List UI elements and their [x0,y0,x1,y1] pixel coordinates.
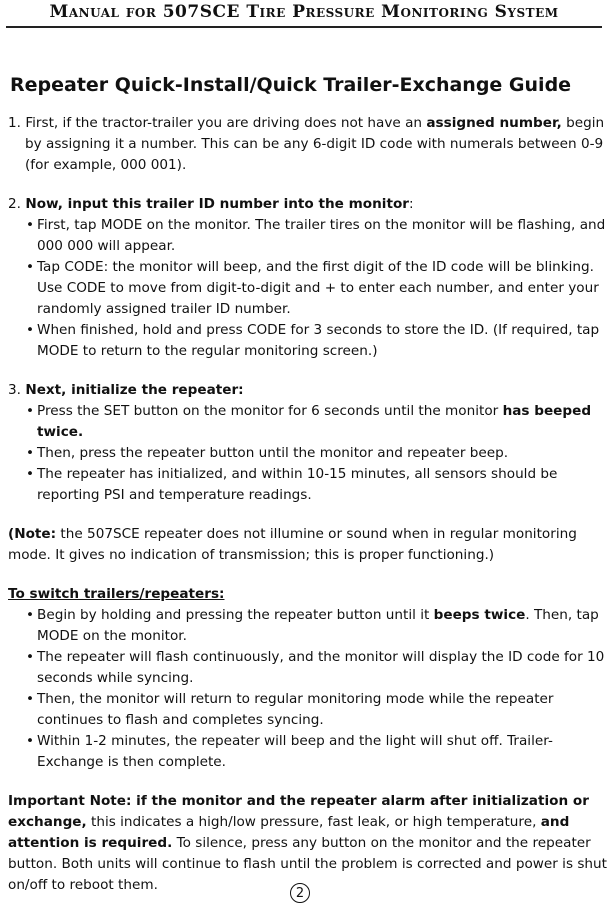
step-2-bullet-text: First, tap MODE on the monitor. The trailer tires on the monitor will be flashing, and 000 000 will appear. [37,217,606,254]
step-3 [8,380,608,401]
step-2-bullet [8,257,608,320]
switch-bullet [8,647,608,689]
bullet-dot: • [26,691,35,707]
bullet-dot: • [26,466,35,482]
document-body [8,113,608,896]
bullet-dot: • [26,733,35,749]
switch-bullet-bold: beeps twice [433,607,526,623]
switch-bullet-text-2: . Then, tap MODE on the monitor. [37,607,599,644]
step-3-heading: Next, initialize the repeater: [25,382,244,398]
step-3-number: 3. [8,382,21,398]
switch-bullet [8,605,608,647]
step-1-text: First, if the tractor-trailer you are driving does not have an [25,115,427,131]
step-2-colon: : [409,196,414,212]
step-3-bullet [8,443,608,464]
step-2-bullet-text: When finished, hold and press CODE for 3 seconds to store the ID. (If required, tap MODE to return to the regular monitoring screen.) [37,322,600,359]
note-text: the 507SCE repeater does not illumine or sound when in regular monitoring mode. It gives no indication of transmission; this is proper functioning.) [8,526,577,563]
manual-header: Manual for 507SCE Tire Pressure Monitoring System [49,2,559,22]
bullet-dot: • [26,445,35,461]
note-label: Note: [14,526,57,542]
step-2 [8,194,608,215]
important-text-2: To silence, press any button on the monitor and the repeater button. Both units will continue to flash until the problem is corrected and power is shut on/off to reboot them. [8,835,607,893]
page-title: Repeater Quick-Install/Quick Trailer-Exchange Guide [10,74,572,96]
switch-bullet-text: Within 1-2 minutes, the repeater will beep and the light will shut off. Trailer-Exchange is then complete. [37,733,553,770]
step-3-bullet-text: Then, press the repeater button until the monitor and repeater beep. [37,445,509,461]
step-2-bullet-text: Tap CODE: the monitor will beep, and the first digit of the ID code will be blinking. Use CODE to move from digit-to-digit and + to enter each number, and enter your randomly assigned trailer ID number. [37,259,599,317]
switch-bullet-text: Then, the monitor will return to regular monitoring mode while the repeater continues to flash and completes syncing. [37,691,554,728]
switch-bullet-text: Begin by holding and pressing the repeater button until it [37,607,434,623]
bullet-dot: • [26,607,35,623]
important-bold-2: and attention is required. [8,814,570,851]
step-3-bullet-bold: has beeped twice. [37,403,592,440]
bullet-dot: • [26,259,35,275]
switch-section [8,584,608,605]
bullet-dot: • [26,403,35,419]
header-rule [6,26,602,28]
switch-bullet-text: The repeater will flash continuously, and the monitor will display the ID code for 10 seconds while syncing. [37,649,605,686]
switch-bullet [8,689,608,731]
note-paragraph [8,524,608,566]
important-text-1: this indicates a high/low pressure, fast leak, or high temperature, [86,814,541,830]
page-number: 2 [290,883,310,903]
step-3-bullet-text: Press the SET button on the monitor for 6 seconds until the monitor [37,403,503,419]
important-bold-1: Important Note: if the monitor and the repeater alarm after initialization or exchange, [8,793,589,830]
step-1-text-2: begin by assigning it a number. This can be any 6-digit ID code with numerals between 0-9 (for example, 000 001). [25,115,605,173]
step-3-bullet-text: The repeater has initialized, and within 10-15 minutes, all sensors should be reporting PSI and temperature readings. [37,466,558,503]
step-2-number: 2. [8,196,21,212]
switch-bullet [8,731,608,773]
bullet-dot: • [26,649,35,665]
step-3-bullet [8,464,608,506]
important-note [8,791,608,896]
bullet-dot: • [26,322,35,338]
step-1-bold: assigned number, [426,115,562,131]
step-2-bullet [8,320,608,362]
switch-heading: To switch trailers/repeaters: [8,586,225,602]
bullet-dot: • [26,217,35,233]
step-1 [8,113,608,176]
note-open-paren: ( [8,526,15,542]
step-2-bullet [8,215,608,257]
step-2-heading: Now, input this trailer ID number into the monitor [25,196,409,212]
step-1-number: 1. [8,115,21,131]
step-3-bullet [8,401,608,443]
